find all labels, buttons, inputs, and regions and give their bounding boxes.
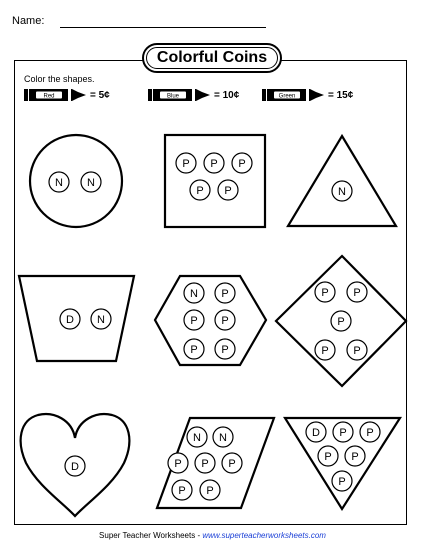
coin-letter: P: [366, 427, 374, 439]
coin-letter: P: [178, 485, 186, 497]
coin-n: [91, 309, 111, 329]
key-value: = 5¢: [90, 89, 110, 101]
coin-n: [332, 181, 352, 201]
coin-p: [215, 310, 235, 330]
coin-letter: D: [66, 314, 74, 326]
coin-p: [218, 180, 238, 200]
coin-p: [215, 339, 235, 359]
coin-letter: N: [190, 288, 198, 300]
coin-letter: P: [206, 485, 214, 497]
coin-p: [200, 480, 220, 500]
coin-p: [360, 422, 380, 442]
hexagon-shape[interactable]: [155, 276, 266, 365]
coin-letter: N: [193, 432, 201, 444]
coin-letter: P: [190, 315, 198, 327]
coin-p: [176, 153, 196, 173]
coin-p: [315, 340, 335, 360]
coin-letter: P: [224, 185, 232, 197]
footer-url[interactable]: www.superteacherworksheets.com: [202, 531, 326, 540]
coin-p: [184, 310, 204, 330]
coin-letter: N: [55, 177, 63, 189]
coin-p: [315, 282, 335, 302]
coin-letter: P: [196, 185, 204, 197]
coin-p: [168, 453, 188, 473]
coin-p: [204, 153, 224, 173]
coin-p: [195, 453, 215, 473]
footer: [0, 531, 425, 540]
coin-p: [190, 180, 210, 200]
coin-letter: P: [337, 316, 345, 328]
coin-letter: P: [339, 427, 347, 439]
name-label: Name:: [12, 15, 45, 27]
coin-letter: P: [338, 476, 346, 488]
coin-p: [347, 282, 367, 302]
coin-letter: P: [238, 158, 246, 170]
coin-p: [347, 340, 367, 360]
coin-p: [184, 339, 204, 359]
circle-shape[interactable]: [30, 135, 122, 227]
coin-d: [60, 309, 80, 329]
coin-letter: P: [182, 158, 190, 170]
coin-letter: P: [190, 344, 198, 356]
coin-d: [65, 456, 85, 476]
coin-letter: P: [353, 287, 361, 299]
crayon-label: Blue: [166, 93, 180, 100]
crayon-label: Red: [43, 93, 55, 100]
coin-n: [187, 427, 207, 447]
coin-letter: D: [71, 461, 79, 473]
coin-letter: P: [174, 458, 182, 470]
coin-p: [333, 422, 353, 442]
worksheet-title: Colorful Coins: [156, 49, 268, 66]
coin-p: [215, 283, 235, 303]
square-shape[interactable]: [165, 135, 265, 227]
coin-letter: P: [221, 344, 229, 356]
coin-letter: P: [321, 345, 329, 357]
coin-p: [345, 446, 365, 466]
coin-p: [232, 153, 252, 173]
coin-d: [306, 422, 326, 442]
coin-letter: P: [228, 458, 236, 470]
coin-p: [172, 480, 192, 500]
coin-letter: P: [210, 158, 218, 170]
coin-letter: N: [338, 186, 346, 198]
key-value: = 15¢: [328, 89, 354, 101]
coin-p: [332, 471, 352, 491]
coin-letter: P: [353, 345, 361, 357]
coin-p: [222, 453, 242, 473]
coin-n: [213, 427, 233, 447]
coin-p: [318, 446, 338, 466]
coin-letter: P: [351, 451, 359, 463]
crayon-label: Green: [278, 93, 296, 100]
coin-letter: N: [87, 177, 95, 189]
coin-letter: P: [221, 315, 229, 327]
coin-letter: P: [321, 287, 329, 299]
coin-letter: P: [201, 458, 209, 470]
coin-letter: N: [219, 432, 227, 444]
coin-letter: P: [221, 288, 229, 300]
coin-letter: P: [324, 451, 332, 463]
instructions: Color the shapes.: [24, 74, 95, 84]
coin-letter: N: [97, 314, 105, 326]
coin-n: [81, 172, 101, 192]
coin-n: [49, 172, 69, 192]
coin-letter: D: [312, 427, 320, 439]
coin-n: [184, 283, 204, 303]
coin-p: [331, 311, 351, 331]
key-value: = 10¢: [214, 89, 240, 101]
footer-brand: Super Teacher Worksheets -: [99, 531, 203, 540]
